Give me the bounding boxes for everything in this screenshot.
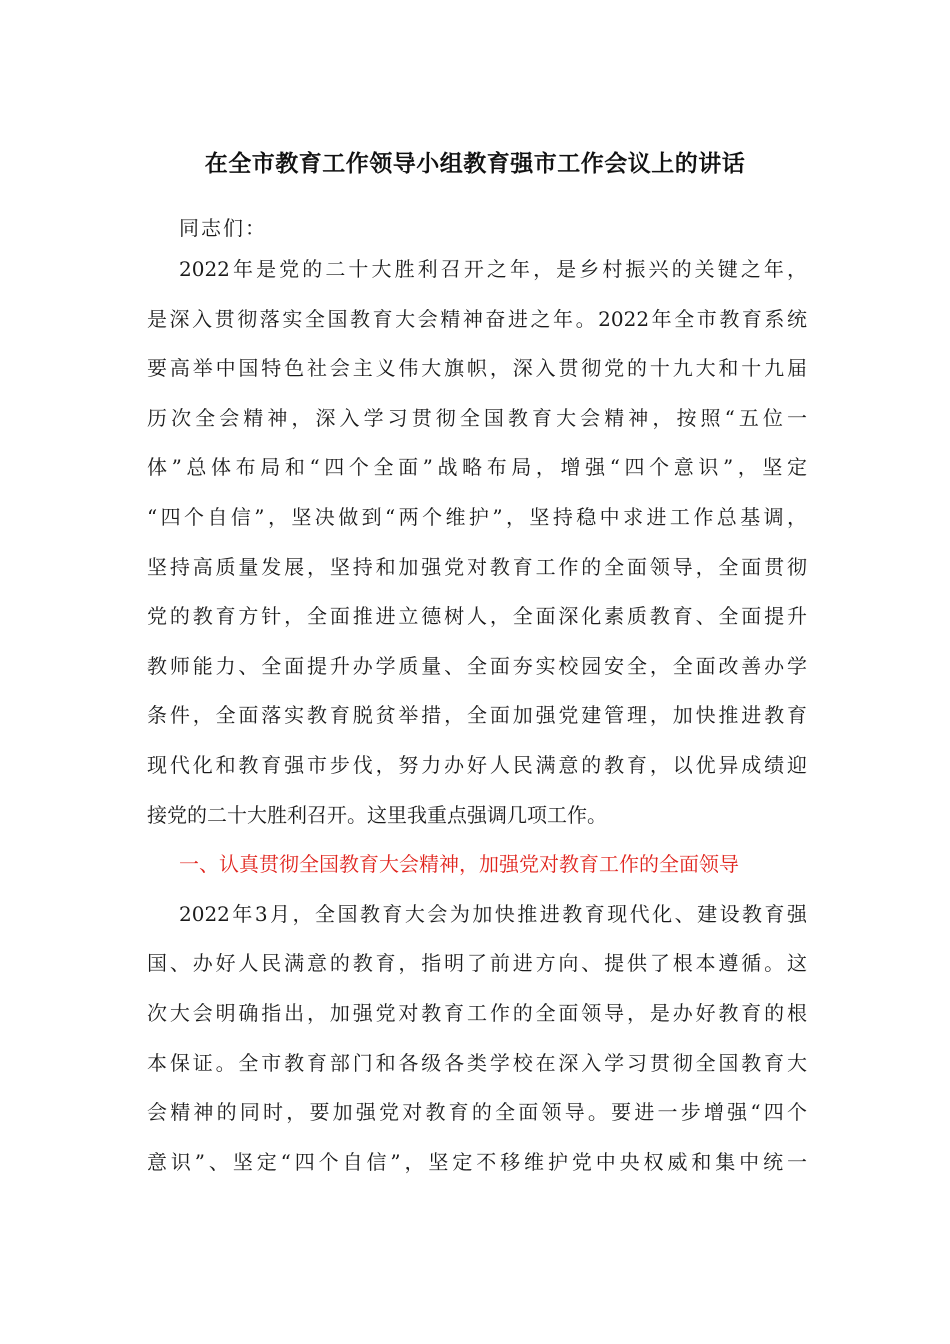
paragraph-1-line: 现代化和教育强市步伐，努力办好人民满意的教育，以优异成绩迎 bbox=[147, 752, 807, 777]
section-heading: 一、认真贯彻全国教育大会精神，加强党对教育工作的全面领导 bbox=[179, 852, 739, 877]
paragraph-2-line: 会精神的同时，要加强党对教育的全面领导。要进一步增强“四个 bbox=[147, 1100, 807, 1125]
document-title: 在全市教育工作领导小组教育强市工作会议上的讲话 bbox=[204, 150, 746, 177]
paragraph-2-line: 次大会明确指出，加强党对教育工作的全面领导，是办好教育的根 bbox=[147, 1000, 807, 1025]
paragraph-1-line: 坚持高质量发展，坚持和加强党对教育工作的全面领导，全面贯彻 bbox=[147, 554, 807, 579]
paragraph-2-line: 本保证。全市教育部门和各级各类学校在深入学习贯彻全国教育大 bbox=[147, 1050, 807, 1075]
paragraph-1-line: 是深入贯彻落实全国教育大会精神奋进之年。2022年全市教育系统 bbox=[147, 306, 807, 331]
paragraph-2-line: 国、办好人民满意的教育，指明了前进方向、提供了根本遵循。这 bbox=[147, 951, 807, 976]
paragraph-1-line: 体”总体布局和“四个全面”战略布局，增强“四个意识”，坚定 bbox=[147, 455, 807, 480]
paragraph-1-line: 党的教育方针，全面推进立德树人，全面深化素质教育、全面提升 bbox=[147, 604, 807, 629]
salutation: 同志们： bbox=[179, 216, 267, 240]
paragraph-1-line: 2022年是党的二十大胜利召开之年，是乡村振兴的关键之年， bbox=[179, 257, 807, 281]
paragraph-1-line: 教师能力、全面提升办学质量、全面夯实校园安全，全面改善办学 bbox=[147, 653, 807, 678]
paragraph-1-line: 要高举中国特色社会主义伟大旗帜，深入贯彻党的十九大和十九届 bbox=[147, 356, 807, 381]
paragraph-1-line: 历次全会精神，深入学习贯彻全国教育大会精神，按照“五位一 bbox=[147, 405, 807, 430]
paragraph-2-line: 2022年3月，全国教育大会为加快推进教育现代化、建设教育强 bbox=[179, 901, 807, 926]
paragraph-1-line: 接党的二十大胜利召开。这里我重点强调几项工作。 bbox=[147, 802, 607, 827]
paragraph-1-line: “四个自信”，坚决做到“两个维护”，坚持稳中求进工作总基调， bbox=[147, 504, 807, 529]
paragraph-1-line: 条件，全面落实教育脱贫举措，全面加强党建管理，加快推进教育 bbox=[147, 703, 807, 728]
paragraph-2-line: 意识”、坚定“四个自信”，坚定不移维护党中央权威和集中统一 bbox=[147, 1149, 807, 1174]
body-text bbox=[147, 245, 807, 1187]
